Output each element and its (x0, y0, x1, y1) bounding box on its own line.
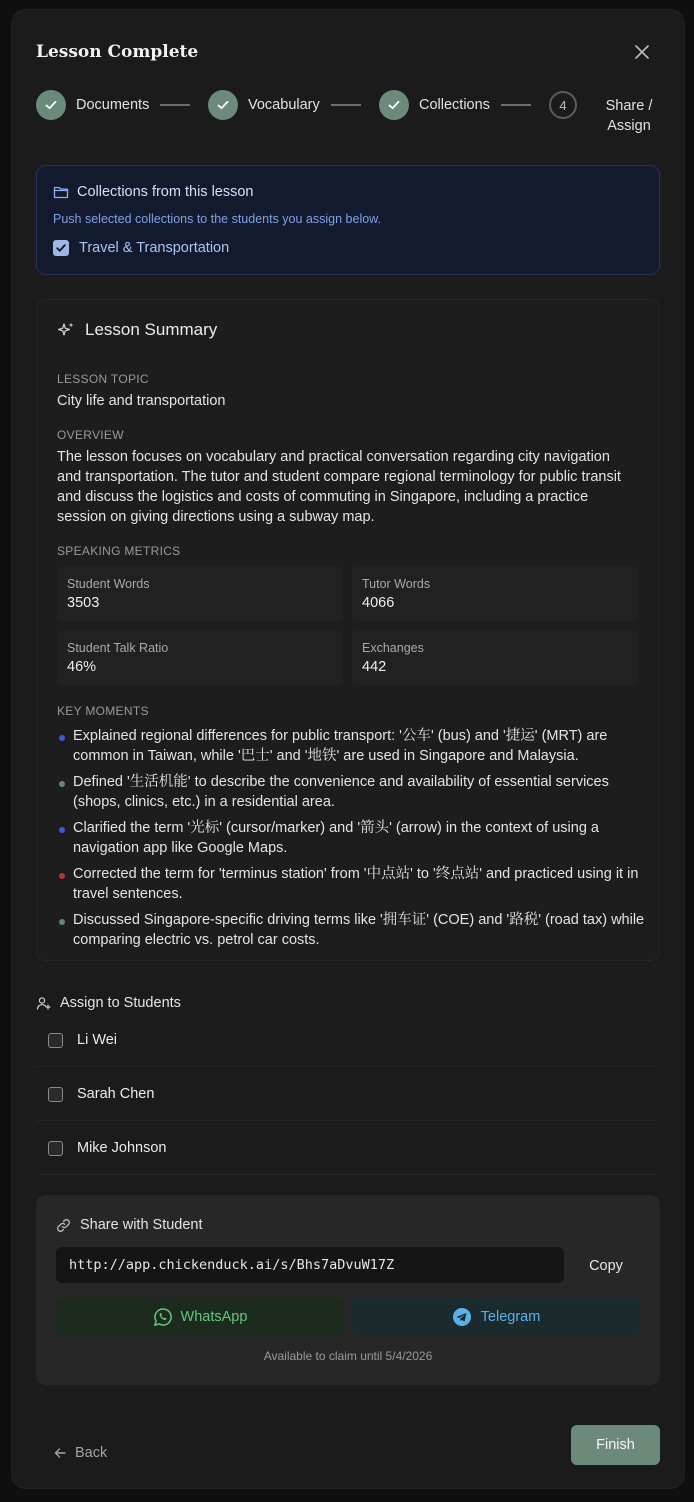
collection-item-label: Travel & Transportation (79, 240, 230, 256)
key-moments-label: KEY MOMENTS (57, 704, 149, 718)
check-icon (379, 90, 409, 120)
check-icon (36, 90, 66, 120)
collection-item[interactable] (53, 240, 229, 256)
bullet-dot (59, 827, 65, 833)
student-row-li-wei[interactable] (36, 1014, 658, 1067)
collections-title (53, 184, 254, 200)
whatsapp-icon (153, 1307, 173, 1327)
step-documents (36, 88, 149, 122)
telegram-label: Telegram (480, 1309, 541, 1325)
share-panel (36, 1195, 660, 1385)
metric-label: Exchanges (362, 641, 424, 655)
link-icon (56, 1218, 71, 1233)
step-share-assign (549, 88, 577, 122)
checkbox-unchecked[interactable] (48, 1087, 63, 1102)
metric-value: 4066 (362, 595, 395, 611)
key-moment-text: Discussed Singapore-specific driving terms like '拥车证' (COE) and '路税' (road tax) while comparing electric vs. petrol car costs. (73, 912, 645, 948)
step-label-line: Share / (605, 98, 653, 114)
lesson-complete-modal (12, 10, 684, 1488)
step-collections (379, 88, 490, 122)
share-title-text: Share with Student (80, 1217, 203, 1233)
check-icon (208, 90, 238, 120)
collections-title-text: Collections from this lesson (77, 184, 254, 200)
user-plus-icon (36, 996, 51, 1011)
bullet-dot (59, 919, 65, 925)
lesson-topic-label: LESSON TOPIC (57, 372, 149, 386)
overview-label: OVERVIEW (57, 428, 124, 442)
metric-label: Student Talk Ratio (67, 641, 169, 655)
metric-student-words (57, 566, 343, 622)
checkbox-unchecked[interactable] (48, 1033, 63, 1048)
availability-note: Available to claim until 5/4/2026 (263, 1349, 433, 1363)
share-heading (56, 1217, 203, 1233)
step-connector (160, 104, 190, 106)
step-label: Documents (76, 97, 150, 113)
student-row-mike-johnson[interactable] (36, 1122, 658, 1175)
metric-value: 3503 (67, 595, 100, 611)
step-number: 4 (549, 91, 577, 119)
progress-stepper (36, 88, 660, 144)
share-url-field[interactable]: http://app.chickenduck.ai/s/Bhs7aDvuW17Z (56, 1247, 564, 1283)
assign-title-text: Assign to Students (60, 995, 181, 1011)
metric-value: 46% (67, 659, 97, 675)
key-moment-text: Clarified the term '光标' (cursor/marker) and '箭头' (arrow) in the context of using a navigation app like Google Maps. (73, 820, 599, 856)
lesson-summary-title (57, 320, 217, 340)
metric-label: Tutor Words (362, 577, 431, 591)
speaking-metrics-label: SPEAKING METRICS (57, 544, 181, 558)
metric-exchanges (352, 630, 638, 686)
student-name: Sarah Chen (77, 1086, 155, 1102)
whatsapp-button[interactable] (56, 1298, 344, 1336)
telegram-icon (452, 1307, 472, 1327)
close-icon[interactable] (632, 42, 652, 62)
student-name: Li Wei (77, 1032, 118, 1048)
assign-heading (36, 995, 181, 1011)
metric-tutor-words (352, 566, 638, 622)
lesson-topic: City life and transportation (57, 393, 226, 409)
bullet-dot (59, 781, 65, 787)
bullet-dot (59, 873, 65, 879)
checkbox-checked[interactable] (53, 240, 69, 256)
step-label-line: Assign (607, 118, 651, 134)
arrow-left-icon (54, 1447, 66, 1459)
sparkles-icon (57, 321, 75, 339)
step-label-share-assign (596, 96, 662, 136)
metric-student-talk-ratio (57, 630, 343, 686)
folder-icon (53, 185, 69, 199)
key-moment-text: Explained regional differences for public transport: '公车' (bus) and '捷运' (MRT) are common in Taiwan, while '巴士' and '地铁' are used in Singapore and Malaysia. (73, 728, 608, 764)
copy-button[interactable]: Copy (589, 1258, 623, 1274)
bullet-dot (59, 735, 65, 741)
collections-panel (36, 165, 660, 275)
metric-label: Student Words (67, 577, 150, 591)
whatsapp-label: WhatsApp (180, 1309, 248, 1325)
student-name: Mike Johnson (77, 1140, 167, 1156)
overview-text: The lesson focuses on vocabulary and practical conversation regarding city navigation and transportation. The tutor and student compare regional terminology for public transit and discuss the logistics and costs of commuting in Singapore, including a practice session on giving directions using a subway map. (57, 449, 621, 525)
step-vocabulary (208, 88, 320, 122)
key-moment-text: Defined '生活机能' to describe the convenience and availability of essential services (shops, clinics, etc.) in a residential area. (73, 774, 609, 810)
step-connector (331, 104, 361, 106)
step-label: Vocabulary (248, 97, 320, 113)
back-button[interactable] (54, 1445, 107, 1461)
student-row-sarah-chen[interactable] (36, 1068, 658, 1121)
lesson-summary-card (36, 299, 660, 961)
modal-title: Lesson Complete (36, 42, 199, 62)
finish-button[interactable]: Finish (571, 1425, 660, 1465)
step-connector (501, 104, 531, 106)
back-label: Back (75, 1445, 108, 1461)
lesson-summary-title-text: Lesson Summary (85, 320, 218, 339)
checkbox-unchecked[interactable] (48, 1141, 63, 1156)
collections-subtitle: Push selected collections to the students you assign below. (53, 212, 381, 226)
telegram-button[interactable] (352, 1298, 640, 1336)
step-label: Collections (419, 97, 490, 113)
key-moment-text: Corrected the term for 'terminus station' from '中点站' to '终点站' and practiced using it in travel sentences. (73, 866, 639, 902)
metric-value: 442 (362, 659, 387, 675)
